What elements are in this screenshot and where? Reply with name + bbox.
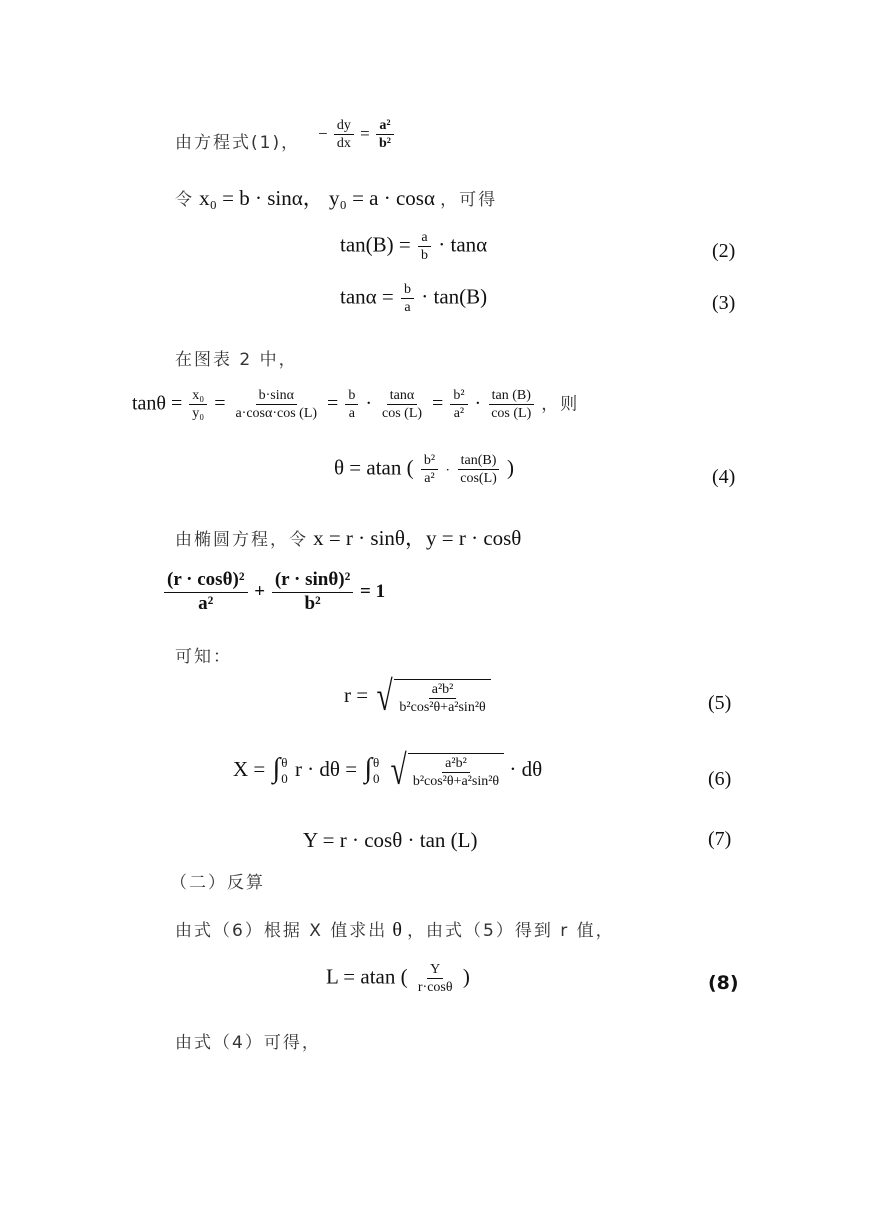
frac-num: b² xyxy=(421,453,438,470)
frac-den: b²cos²θ+a²sin²θ xyxy=(399,700,486,715)
frac-num: a²b² xyxy=(442,756,470,773)
formula-ellipse xyxy=(162,570,385,615)
close-paren: ) xyxy=(507,455,515,480)
frac-num: x₀ xyxy=(189,388,207,405)
eq2-rhs: · tanα xyxy=(438,232,488,257)
frac-den: b² xyxy=(304,592,321,614)
eq2-lhs: tan(B) = xyxy=(340,232,411,257)
frac-den: r·cosθ xyxy=(417,980,453,996)
text-solve-from-x: 由式（6）根据 X 值求出 xyxy=(175,921,388,941)
formula-x-y-polar: x = r · sinθ，y = r · cosθ xyxy=(313,526,522,550)
equation-8 xyxy=(326,962,470,996)
frac-num: tan(B) xyxy=(458,453,500,470)
equation-number-7: (7) xyxy=(708,828,732,850)
fraction-b-a xyxy=(345,388,358,422)
text-let: 令 xyxy=(175,190,194,210)
text-then: ，则 xyxy=(541,394,580,415)
equals-sign: = xyxy=(214,392,226,415)
theta-symbol: θ xyxy=(392,919,402,941)
dot-operator: · xyxy=(365,392,372,415)
sqrt-radical: √ $\frac{\text{a²b²}}{\text{b²cos²θ+a²sin²θ}}$ xyxy=(387,750,504,792)
integral-sign: ∫ θ 0 xyxy=(364,752,380,786)
paragraph-let-x0-y0 xyxy=(175,182,497,212)
frac-den: cos (L) xyxy=(382,406,423,422)
text-known: 可知： xyxy=(175,647,232,667)
paragraph-from-eq4 xyxy=(175,1028,321,1053)
equation-2 xyxy=(340,230,487,264)
integral-upper-limit: θ xyxy=(281,754,288,770)
equation-6 xyxy=(233,750,542,792)
fraction-x0-y0 xyxy=(189,388,207,422)
integral-upper-limit: θ xyxy=(373,754,380,770)
text-from-eq1: 由方程式(1)， xyxy=(175,133,301,153)
equation-number-4: (4) xyxy=(712,466,736,488)
frac-den: a² xyxy=(198,592,214,614)
frac-num: tanα xyxy=(387,388,417,405)
paragraph-solve-theta xyxy=(175,916,615,942)
eq6-mid: r · dθ = xyxy=(294,756,358,781)
text-ellipse-let: 由椭圆方程，令 xyxy=(175,530,308,550)
eq3-rhs: · tan(B) xyxy=(421,284,488,309)
frac-num: b² xyxy=(450,388,467,405)
fraction-b2-a2 xyxy=(450,388,467,422)
fraction-a2b2-denom xyxy=(396,682,488,716)
equation-number-8: (8) xyxy=(708,972,739,994)
fraction-tanalpha-cosL xyxy=(379,388,425,422)
frac-den: b² xyxy=(378,136,391,152)
equation-7 xyxy=(303,828,477,853)
equation-3 xyxy=(340,282,487,316)
paragraph-known xyxy=(175,642,232,667)
equation-number-2: (2) xyxy=(712,240,736,262)
eq5-lhs: r = xyxy=(344,682,369,707)
tan-theta-lhs: tanθ = xyxy=(132,392,183,415)
integral-sign: ∫ θ 0 xyxy=(272,752,288,786)
fraction-bsin-acos xyxy=(232,388,320,422)
frac-num: a²b² xyxy=(429,682,457,699)
equation-number-3: (3) xyxy=(712,292,736,314)
fraction-dy-dx xyxy=(334,118,354,152)
eq8-lhs: L = atan ( xyxy=(326,964,408,989)
fraction-rcos-a2 xyxy=(164,570,248,615)
eq6-lhs: X = xyxy=(233,756,266,781)
text-inverse-calc: （二）反算 xyxy=(170,873,265,893)
eq3-lhs: tanα = xyxy=(340,284,394,309)
formula-x0-y0: x₀ = b · sinα， y₀ = a · cosα xyxy=(199,186,435,210)
frac-den: b xyxy=(421,248,428,264)
frac-num: b xyxy=(345,388,358,405)
fraction-a2b2-denom xyxy=(410,756,502,790)
fraction-b-a xyxy=(401,282,414,316)
fraction-a2-b2 xyxy=(376,118,394,152)
dot-operator: · xyxy=(474,392,482,415)
frac-den: b²cos²θ+a²sin²θ xyxy=(412,774,500,789)
frac-num: a² xyxy=(376,118,393,135)
frac-num: (r · cosθ)² xyxy=(164,570,248,593)
frac-den: a xyxy=(348,406,355,422)
text-in-figure2: 在图表 2 中， xyxy=(175,350,298,370)
fraction-rsin-b2 xyxy=(272,570,353,615)
frac-num: dy xyxy=(334,118,354,135)
equation-4: θ = atan ( $\frac{\text{b²}}{\text{a²}}$ · $\frac{\tan(B)}{\cos(L)}$ ) xyxy=(334,453,515,487)
frac-den: dx xyxy=(336,136,351,152)
fraction-tanB-cosL xyxy=(457,453,500,487)
text-r-value: ，由式（5）得到 r 值， xyxy=(407,921,615,941)
integral-lower-limit: 0 xyxy=(281,771,288,786)
frac-den: y₀ xyxy=(192,406,205,422)
eq7-formula: Y = r · cosθ · tan (L) xyxy=(303,828,478,852)
plus-sign: + xyxy=(254,580,266,602)
frac-num: Y xyxy=(427,962,443,979)
frac-den: a² xyxy=(424,471,435,487)
formula-tan-theta xyxy=(132,388,579,422)
minus-sign: − xyxy=(318,123,328,143)
text-obtain: ，可得 xyxy=(440,190,498,210)
eq6-tail: · dθ xyxy=(509,756,543,781)
frac-den: cos (L) xyxy=(491,406,532,422)
frac-num: b·sinα xyxy=(256,388,297,405)
integral-lower-limit: 0 xyxy=(373,771,380,786)
equals-sign: = xyxy=(360,123,370,143)
eq4-lhs: θ = atan ( xyxy=(334,455,414,480)
close-paren: ) xyxy=(462,964,470,989)
equals-one: = 1 xyxy=(360,580,386,602)
formula-dydx xyxy=(318,118,396,152)
frac-den: a² xyxy=(453,406,465,422)
frac-num: tan (B) xyxy=(489,388,534,405)
equation-number-6: (6) xyxy=(708,768,732,790)
sqrt-radical: √ $\frac{\text{a²b²}}{\text{b²cos²θ+a²sin²θ}}$ xyxy=(373,676,490,718)
frac-den: a·cosα·cos (L) xyxy=(235,406,318,422)
frac-num: (r · sinθ)² xyxy=(272,570,353,593)
equals-sign: = xyxy=(327,392,339,415)
frac-num: b xyxy=(401,282,414,299)
paragraph-intro-eq1 xyxy=(175,128,300,153)
frac-den: cos(L) xyxy=(460,471,497,487)
frac-den: a xyxy=(404,300,411,316)
frac-num: a xyxy=(418,230,430,247)
section-heading-inverse xyxy=(170,868,265,893)
fraction-tanB-cosL xyxy=(488,388,534,422)
fraction-b2-a2 xyxy=(421,453,438,487)
fraction-Y-rcos xyxy=(415,962,456,996)
equation-5 xyxy=(344,676,491,718)
text-from-eq4: 由式（4）可得， xyxy=(175,1033,321,1053)
equals-sign: = xyxy=(432,392,444,415)
paragraph-ellipse-let xyxy=(175,522,521,552)
equation-number-5: (5) xyxy=(708,692,732,714)
paragraph-figure2 xyxy=(175,345,298,370)
fraction-a-b xyxy=(418,230,431,264)
